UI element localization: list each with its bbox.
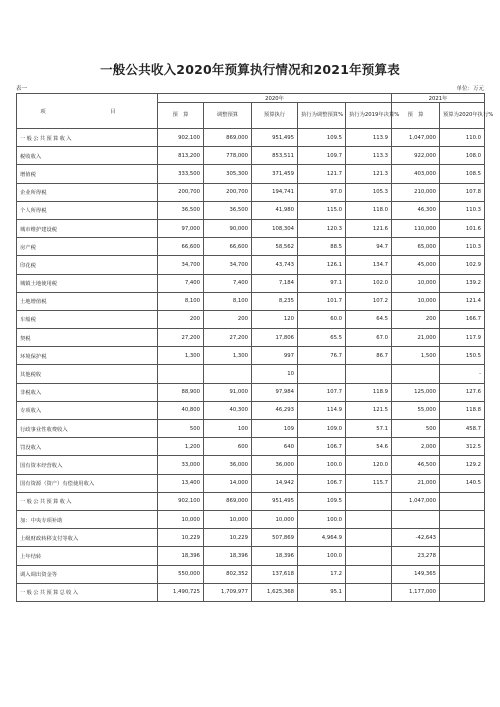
budget-table [16,93,494,602]
cell-value: 869,000 [204,492,252,510]
cell-value: 117.9 [440,329,485,347]
cell-value: 88,900 [158,383,204,401]
cell-value: 200 [158,310,204,328]
cell-value: 17,806 [252,329,298,347]
row-label: 非税收入 [17,383,158,401]
cell-value: 115.0 [298,201,346,219]
cell-value: 120 [252,310,298,328]
table-row [17,492,485,510]
row-label: 一般公共预算收入 [17,492,158,510]
row-label: 一般公共预算总收入 [17,583,158,601]
cell-value: 129.2 [440,456,485,474]
row-label: 专项收入 [17,401,158,419]
cell-value: 95.1 [298,583,346,601]
cell-value: 34,700 [158,256,204,274]
cell-value [346,510,392,528]
cell-value: 8,100 [158,292,204,310]
cell-value: 134.7 [346,256,392,274]
table-row [17,256,485,274]
cell-value: 109.7 [298,147,346,165]
cell-value: 109.5 [298,129,346,147]
cell-value: 109.5 [298,492,346,510]
cell-value: 36,500 [158,201,204,219]
cell-value [204,365,252,383]
cell-value: 34,700 [204,256,252,274]
cell-value: 40,800 [158,401,204,419]
row-label: 城市维护建设税 [17,219,158,237]
cell-value: 109 [252,420,298,438]
header-budget-2021: 预 算 [392,103,440,129]
cell-value [440,547,485,565]
cell-value: 902,100 [158,129,204,147]
table-row [17,383,485,401]
cell-value: 951,495 [252,129,298,147]
cell-value: 66,600 [158,238,204,256]
cell-value: 125,000 [392,383,440,401]
cell-value: 640 [252,438,298,456]
cell-value [392,365,440,383]
cell-value [158,365,204,383]
cell-value: 120.3 [298,219,346,237]
cell-value: 194,741 [252,183,298,201]
table-row [17,201,485,219]
cell-value: 107.2 [346,292,392,310]
table-row [17,147,485,165]
cell-value: 1,177,000 [392,583,440,601]
cell-value: 997 [252,347,298,365]
cell-value: 100 [204,420,252,438]
table-row [17,347,485,365]
table-row [17,420,485,438]
cell-value: 46,500 [392,456,440,474]
cell-value: 902,100 [158,492,204,510]
cell-value: 64.5 [346,310,392,328]
cell-value: 43,743 [252,256,298,274]
cell-value: 109.0 [298,420,346,438]
cell-value [346,529,392,547]
cell-value: 600 [204,438,252,456]
cell-value: 110.3 [440,201,485,219]
cell-value: 67.0 [346,329,392,347]
table-row [17,238,485,256]
cell-value: 106.7 [298,438,346,456]
header-2021: 2021年 [392,94,485,103]
header-adjusted-budget: 调整预算 [204,103,252,129]
cell-value: 121.5 [346,401,392,419]
cell-value: 13,400 [158,474,204,492]
cell-value [440,510,485,528]
cell-value: 113.3 [346,147,392,165]
cell-value: 458.7 [440,420,485,438]
cell-value [440,565,485,583]
cell-value: 1,047,000 [392,492,440,510]
cell-value: 41,980 [252,201,298,219]
cell-value: 113.9 [346,129,392,147]
cell-value: 10,000 [252,510,298,528]
cell-value: 139.2 [440,274,485,292]
cell-value: 371,459 [252,165,298,183]
cell-value: 65,000 [392,238,440,256]
cell-value: 140.5 [440,474,485,492]
table-row [17,129,485,147]
cell-value: 45,000 [392,256,440,274]
cell-value: 46,300 [392,201,440,219]
table-row [17,474,485,492]
row-label: 罚没收入 [17,438,158,456]
cell-value [346,583,392,601]
cell-value: 333,500 [158,165,204,183]
row-label: 上级财政转移支付等收入 [17,529,158,547]
cell-value: 27,200 [158,329,204,347]
row-label: 土地增值税 [17,292,158,310]
cell-value: 10,000 [158,510,204,528]
cell-value: 500 [158,420,204,438]
cell-value: 121.7 [298,165,346,183]
row-label: 国有资源（资产）有偿使用收入 [17,474,158,492]
cell-value [440,583,485,601]
cell-value: 10,229 [158,529,204,547]
cell-value: 110.0 [440,129,485,147]
table-row [17,165,485,183]
table-row [17,292,485,310]
cell-value: 114.9 [298,401,346,419]
cell-value: 105.3 [346,183,392,201]
cell-value: 869,000 [204,129,252,147]
row-label: 个人所得税 [17,201,158,219]
table-row [17,365,485,383]
cell-value: 14,000 [204,474,252,492]
header-pct-adjusted: 执行为调整预算% [298,103,346,129]
cell-value: 507,869 [252,529,298,547]
table-number: 表一 [16,86,28,92]
cell-value: 36,000 [252,456,298,474]
cell-value: 1,709,977 [204,583,252,601]
row-label: 车船税 [17,310,158,328]
table-row [17,401,485,419]
cell-value: 107.7 [298,383,346,401]
cell-value: 1,500 [392,347,440,365]
header-item: 项 目 [17,94,158,129]
cell-value: 813,200 [158,147,204,165]
table-row [17,219,485,237]
cell-value: 90,000 [204,219,252,237]
cell-value: 18,396 [252,547,298,565]
cell-value: 150.5 [440,347,485,365]
cell-value [440,492,485,510]
cell-value: 118.0 [346,201,392,219]
cell-value [392,510,440,528]
cell-value: -42,643 [392,529,440,547]
cell-value: 102.0 [346,274,392,292]
cell-value: 57.1 [346,420,392,438]
cell-value: 36,500 [204,201,252,219]
cell-value: 778,000 [204,147,252,165]
cell-value: 88.5 [298,238,346,256]
page-title: 一般公共收入2020年预算执行情况和2021年预算表 [100,62,400,77]
cell-value: 853,511 [252,147,298,165]
cell-value: 36,000 [204,456,252,474]
cell-value: 55,000 [392,401,440,419]
table-row [17,583,485,601]
cell-value: - [440,365,485,383]
cell-value: 1,300 [158,347,204,365]
cell-value: 100.0 [298,456,346,474]
cell-value: 951,495 [252,492,298,510]
table-row [17,529,485,547]
cell-value: 107.8 [440,183,485,201]
cell-value: 210,000 [392,183,440,201]
row-label: 城镇土地使用税 [17,274,158,292]
table-body [17,129,485,602]
header-pct-2019: 执行为2019年决算% [346,103,392,129]
cell-value: 14,942 [252,474,298,492]
cell-value: 10 [252,365,298,383]
cell-value [346,547,392,565]
cell-value: 4,964.9 [298,529,346,547]
table-row [17,329,485,347]
cell-value: 108.0 [440,147,485,165]
table-row [17,456,485,474]
header-2020: 2020年 [158,94,392,103]
row-label: 一般公共预算收入 [17,129,158,147]
cell-value: 97,000 [158,219,204,237]
cell-value: 10,000 [392,274,440,292]
cell-value: 100.0 [298,547,346,565]
cell-value [346,565,392,583]
cell-value: 8,100 [204,292,252,310]
cell-value: 802,352 [204,565,252,583]
cell-value: 1,300 [204,347,252,365]
cell-value: 17.2 [298,565,346,583]
cell-value: 312.5 [440,438,485,456]
cell-value: 200,700 [158,183,204,201]
header-executed: 预算执行 [252,103,298,129]
header-budget: 预 算 [158,103,204,129]
cell-value: 10,000 [204,510,252,528]
cell-value: 108.5 [440,165,485,183]
cell-value [298,365,346,383]
cell-value: 305,300 [204,165,252,183]
cell-value: 200 [204,310,252,328]
cell-value: 121.6 [346,219,392,237]
row-label: 印花税 [17,256,158,274]
cell-value: 97,984 [252,383,298,401]
row-label: 调入调出资金等 [17,565,158,583]
table-row [17,547,485,565]
cell-value: 21,000 [392,474,440,492]
row-label: 增值税 [17,165,158,183]
cell-value: 166.7 [440,310,485,328]
cell-value: 108,304 [252,219,298,237]
cell-value: 1,625,368 [252,583,298,601]
cell-value: 7,400 [158,274,204,292]
cell-value: 200 [392,310,440,328]
cell-value: 65.5 [298,329,346,347]
cell-value: 7,184 [252,274,298,292]
cell-value: 76.7 [298,347,346,365]
cell-value: 8,235 [252,292,298,310]
table-row [17,274,485,292]
cell-value: 94.7 [346,238,392,256]
cell-value: 7,400 [204,274,252,292]
cell-value: 100.0 [298,510,346,528]
cell-value: 110,000 [392,219,440,237]
cell-value: 102.9 [440,256,485,274]
cell-value: 118.9 [346,383,392,401]
cell-value: 23,278 [392,547,440,565]
cell-value: 27,200 [204,329,252,347]
row-label: 环境保护税 [17,347,158,365]
table-row [17,310,485,328]
cell-value: 922,000 [392,147,440,165]
table-row [17,510,485,528]
cell-value: 137,618 [252,565,298,583]
row-label: 契税 [17,329,158,347]
cell-value: 54.6 [346,438,392,456]
cell-value: 58,562 [252,238,298,256]
row-label: 房产税 [17,238,158,256]
table-row [17,183,485,201]
cell-value: 1,200 [158,438,204,456]
cell-value: 60.0 [298,310,346,328]
cell-value: 18,396 [158,547,204,565]
cell-value: 66,600 [204,238,252,256]
unit-label: 单位：万元 [456,86,484,92]
cell-value: 101.7 [298,292,346,310]
cell-value: 1,047,000 [392,129,440,147]
row-label: 企业所得税 [17,183,158,201]
cell-value: 126.1 [298,256,346,274]
row-label: 加：中央专项补助 [17,510,158,528]
row-label: 国有资本经营收入 [17,456,158,474]
cell-value: 86.7 [346,347,392,365]
header-pct-2020: 预算为2020年执行% [440,103,485,129]
cell-value: 101.6 [440,219,485,237]
cell-value [346,492,392,510]
cell-value: 121.4 [440,292,485,310]
cell-value: 200,700 [204,183,252,201]
cell-value: 115.7 [346,474,392,492]
table-row [17,565,485,583]
cell-value: 127.6 [440,383,485,401]
cell-value: 33,000 [158,456,204,474]
cell-value: 121.3 [346,165,392,183]
cell-value: 91,000 [204,383,252,401]
cell-value: 550,000 [158,565,204,583]
cell-value: 10,229 [204,529,252,547]
cell-value: 97.0 [298,183,346,201]
cell-value [440,529,485,547]
cell-value: 10,000 [392,292,440,310]
cell-value: 110.3 [440,238,485,256]
row-label: 上年结转 [17,547,158,565]
cell-value [346,365,392,383]
cell-value: 118.8 [440,401,485,419]
cell-value: 21,000 [392,329,440,347]
row-label: 行政事业性收费收入 [17,420,158,438]
row-label: 其他税收 [17,365,158,383]
cell-value: 500 [392,420,440,438]
table-row [17,438,485,456]
cell-value: 97.1 [298,274,346,292]
cell-value: 149,365 [392,565,440,583]
cell-value: 2,000 [392,438,440,456]
cell-value: 40,300 [204,401,252,419]
cell-value: 403,000 [392,165,440,183]
cell-value: 46,293 [252,401,298,419]
cell-value: 18,396 [204,547,252,565]
cell-value: 106.7 [298,474,346,492]
row-label: 税收收入 [17,147,158,165]
cell-value: 120.0 [346,456,392,474]
cell-value: 1,490,725 [158,583,204,601]
